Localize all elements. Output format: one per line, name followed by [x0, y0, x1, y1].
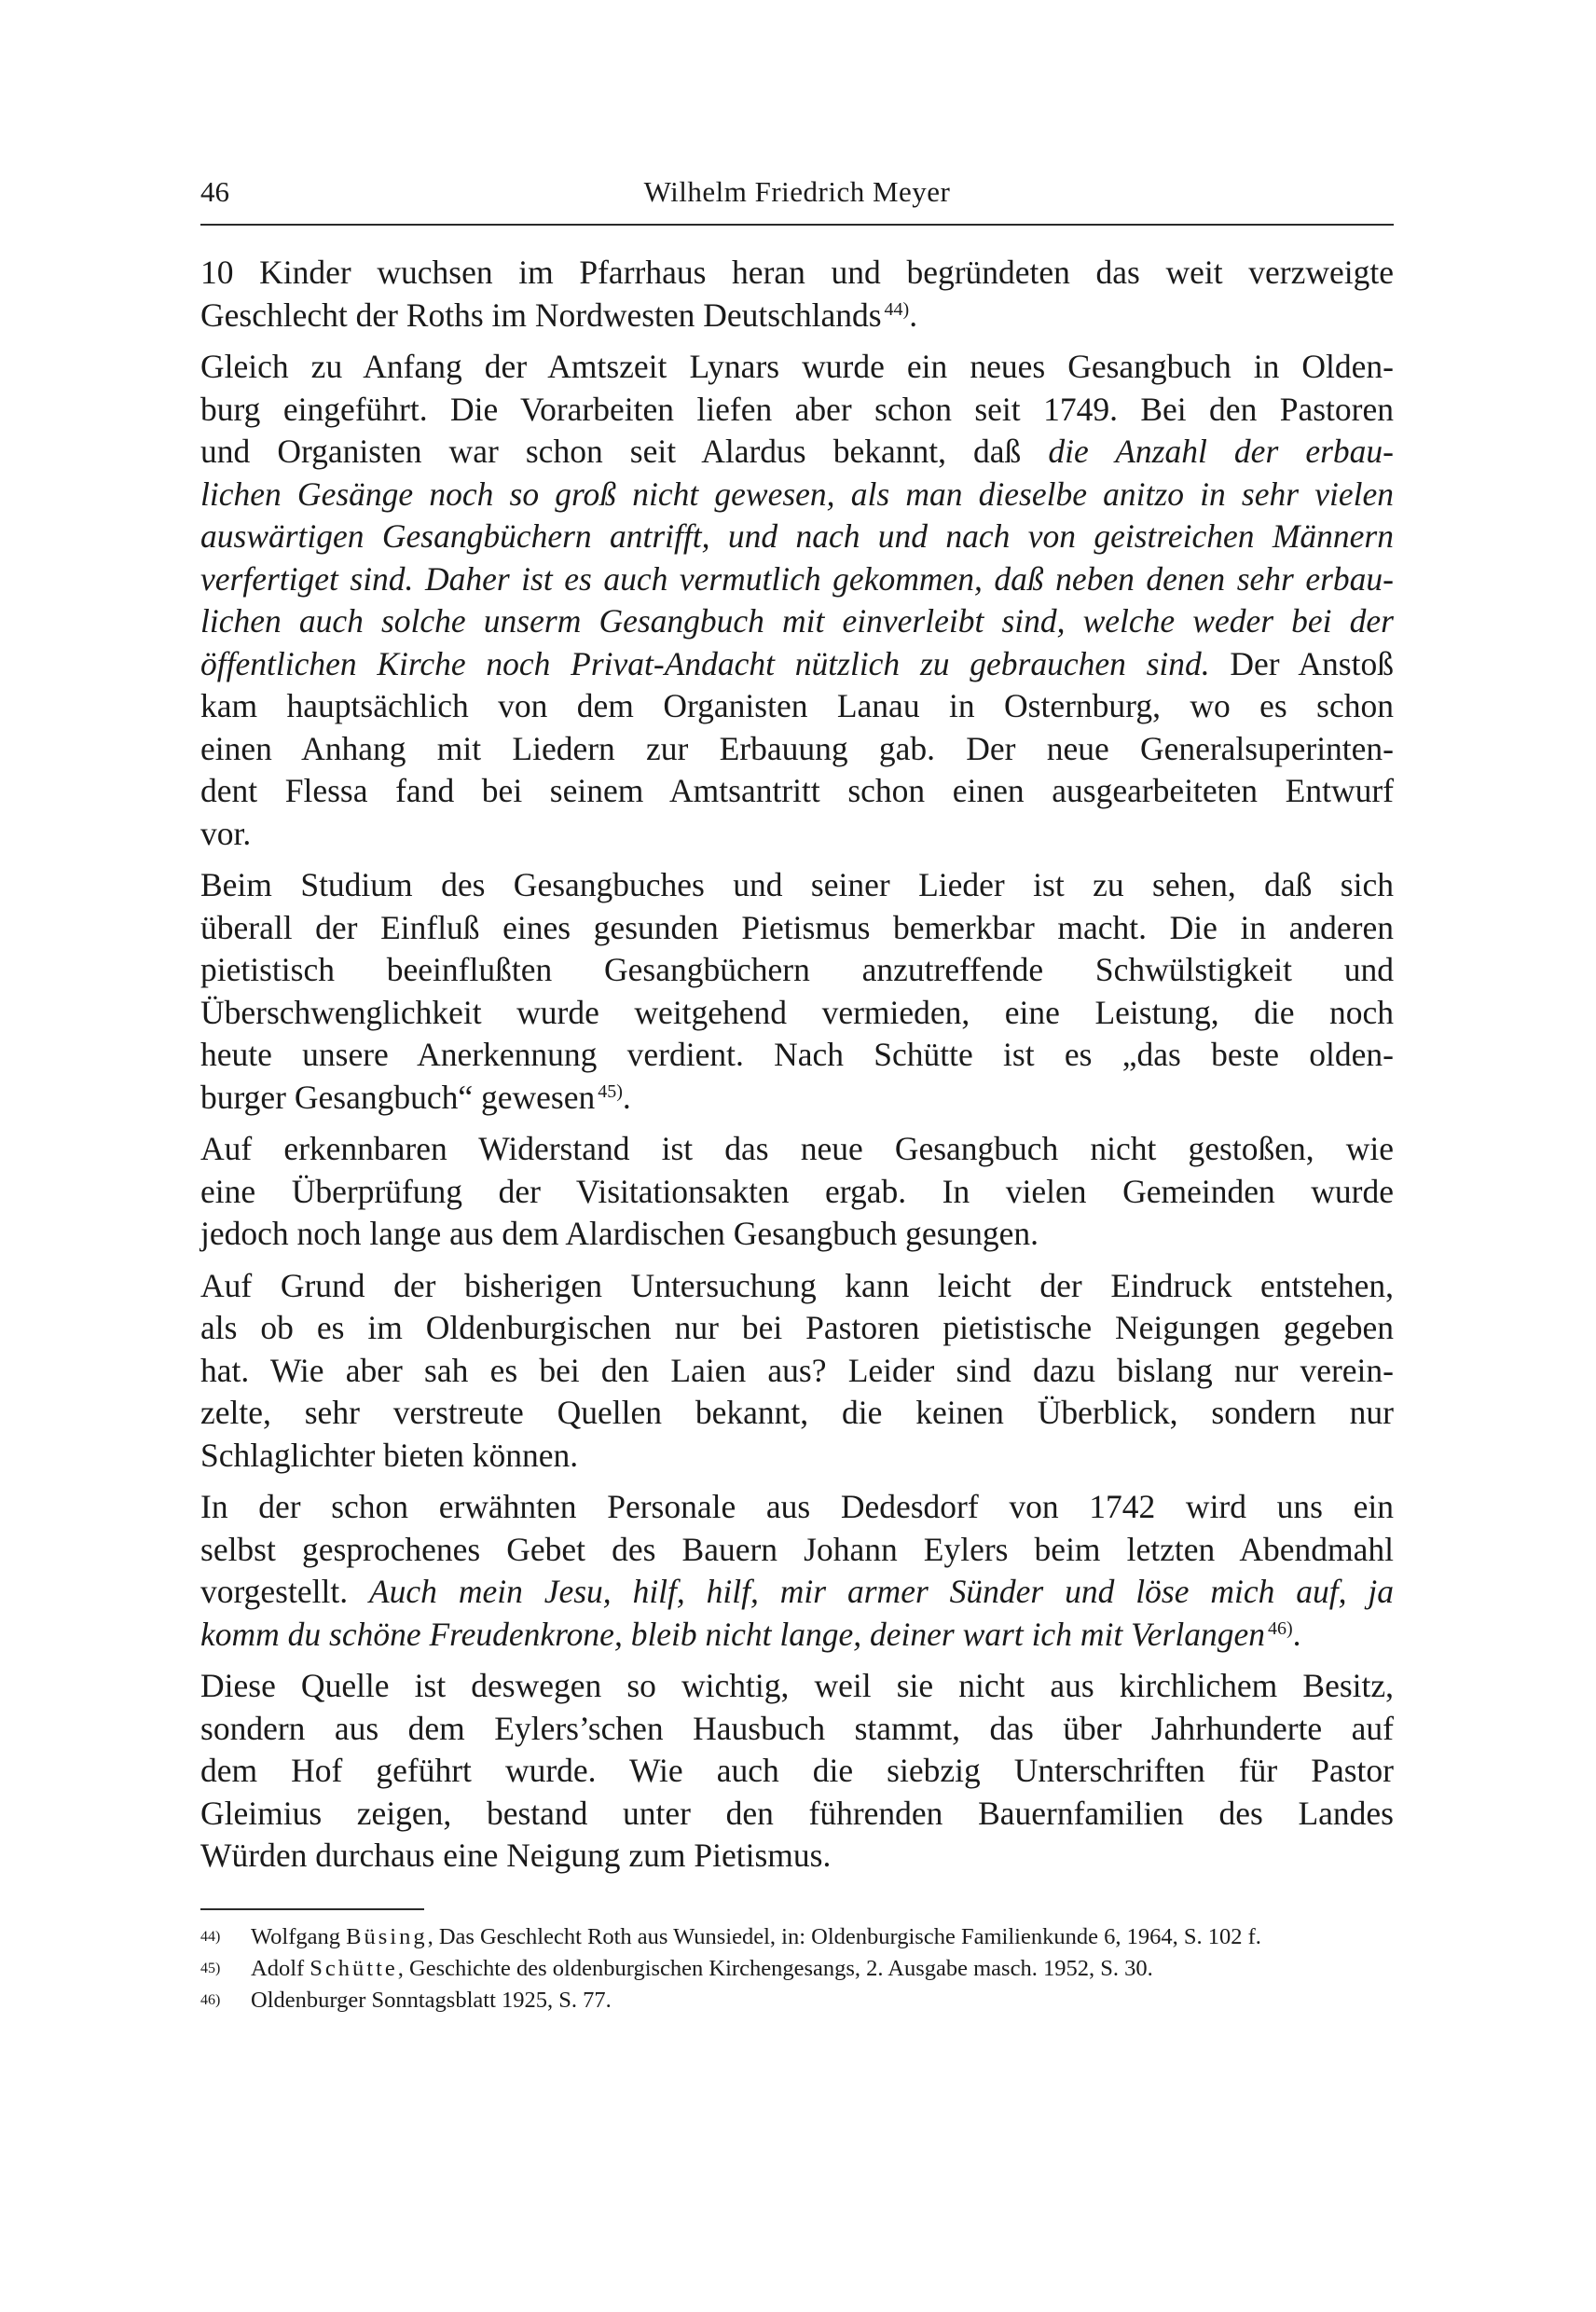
- paragraph: [200, 864, 1394, 1119]
- text-segment: Überschwenglichkeit wurde weitgehend vermieden, eine Leistung, die noch: [200, 993, 1394, 1031]
- text-line: [200, 1708, 1394, 1751]
- footnote: [200, 1956, 1394, 1988]
- text-segment: .: [1292, 1615, 1301, 1653]
- text-line: [200, 1614, 1394, 1657]
- paragraph: [200, 1665, 1394, 1878]
- italic-quote: verfertiget sind. Daher ist es auch vermutlich gekommen, daß neben denen sehr erbau-: [200, 559, 1394, 598]
- text-segment: pietistisch beeinflußten Gesangbüchern anzutreffende Schwülstigkeit und: [200, 951, 1394, 988]
- text-line: [200, 1213, 1394, 1256]
- text-segment: Auf Grund der bisherigen Untersuchung kann leicht der Eindruck entstehen,: [200, 1266, 1394, 1304]
- page-number: 46: [200, 175, 229, 208]
- text-line: [200, 1392, 1394, 1435]
- text-line: [200, 907, 1394, 950]
- text-segment: Auf erkennbaren Widerstand ist das neue Gesangbuch nicht gestoßen, wie: [200, 1130, 1394, 1167]
- footnote-reference: 46): [1268, 1617, 1293, 1639]
- text-line: [200, 1307, 1394, 1350]
- text-line: [200, 1265, 1394, 1308]
- text-segment: Diese Quelle ist deswegen so wichtig, weil sie nicht aus kirchlichem Besitz,: [200, 1667, 1394, 1704]
- text-line: [200, 1350, 1394, 1393]
- footnote: [200, 1924, 1394, 1956]
- text-segment: dem Hof geführt wurde. Wie auch die siebzig Unterschriften für Pastor: [200, 1752, 1394, 1789]
- italic-quote: lichen Gesänge noch so groß nicht gewesen, als man dieselbe anitzo in sehr vielen: [200, 475, 1394, 513]
- text-segment: Schlaglichter bieten können.: [200, 1436, 579, 1474]
- paragraph: [200, 1128, 1394, 1256]
- footnote-marker: 45): [200, 1961, 221, 1976]
- text-segment: Der Anstoß: [1209, 644, 1394, 682]
- text-segment: zelte, sehr verstreute Quellen bekannt, die keinen Überblick, sondern nur: [200, 1394, 1394, 1431]
- italic-quote: die Anzahl der erbau-: [1048, 433, 1394, 470]
- text-line: [200, 1529, 1394, 1572]
- text-segment: jedoch noch lange aus dem Alardischen Gesangbuch gesungen.: [200, 1215, 1039, 1252]
- paragraph: [200, 1265, 1394, 1478]
- text-segment: einen Anhang mit Liedern zur Erbauung gab. Der neue Generalsuperinten-: [200, 729, 1394, 767]
- text-line: [200, 1486, 1394, 1529]
- text-line: [200, 346, 1394, 389]
- footnote-text: [251, 1956, 1394, 1988]
- text-segment: kam hauptsächlich von dem Organisten Lanau in Osternburg, wo es schon: [200, 687, 1394, 724]
- text-line: [200, 474, 1394, 516]
- text-line: [200, 949, 1394, 992]
- text-line: [200, 728, 1394, 771]
- text-line: [200, 252, 1394, 295]
- text-line: [200, 643, 1394, 686]
- footnote-text: [251, 1988, 1394, 2019]
- text-line: [200, 516, 1394, 558]
- text-segment: eine Überprüfung der Visitationsakten ergab. In vielen Gemeinden wurde: [200, 1172, 1394, 1210]
- footnote-author-first: Wolfgang: [251, 1924, 341, 1949]
- text-line: [200, 389, 1394, 432]
- footnote-rule: [200, 1908, 424, 1910]
- text-segment: vor.: [200, 814, 252, 852]
- text-line: [200, 864, 1394, 907]
- text-segment: und Organisten war schon seit Alardus bekannt, daß: [200, 433, 1049, 470]
- footnote-text: [251, 1924, 1394, 1956]
- running-head: Wilhelm Friedrich Meyer: [643, 175, 951, 208]
- italic-quote: auswärtigen Gesangbüchern antrifft, und nach und nach von geistreichen Männern: [200, 517, 1394, 555]
- italic-quote: Auch mein Jesu, hilf, hilf, mir armer Sünder und löse mich auf, ja: [368, 1573, 1394, 1610]
- text-segment: .: [622, 1078, 631, 1116]
- text-line: [200, 1793, 1394, 1836]
- footnote-reference: 44): [884, 298, 910, 320]
- text-line: [200, 558, 1394, 601]
- text-segment: burg eingeführt. Die Vorarbeiten liefen aber schon seit 1749. Bei den Pastoren: [200, 390, 1394, 428]
- text-line: [200, 1835, 1394, 1878]
- italic-quote: öffentlichen Kirche noch Privat-Andacht nützlich zu gebrauchen sind.: [200, 644, 1210, 682]
- text-segment: vorgestellt.: [200, 1573, 369, 1610]
- page-header: [200, 173, 1394, 216]
- text-line: [200, 295, 1394, 337]
- text-line: [200, 992, 1394, 1035]
- text-segment: Würden durchaus eine Neigung zum Pietismus.: [200, 1837, 832, 1874]
- footnote-citation: , Das Geschlecht Roth aus Wunsiedel, in: Oldenburgische Familienkunde 6, 1964, S. 102 f.: [427, 1924, 1261, 1949]
- footnote-author-surname: Schütte: [310, 1956, 398, 1981]
- text-segment: Beim Studium des Gesangbuches und seiner Lieder ist zu sehen, daß sich: [200, 866, 1394, 903]
- footnote-citation: Oldenburger Sonntagsblatt 1925, S. 77.: [251, 1988, 612, 2013]
- text-segment: heute unsere Anerkennung verdient. Nach Schütte ist es „das beste olden-: [200, 1036, 1394, 1073]
- text-line: [200, 1750, 1394, 1793]
- text-line: [200, 770, 1394, 813]
- text-line: [200, 1171, 1394, 1214]
- footnote-author-surname: Büsing: [346, 1924, 428, 1949]
- header-rule: [200, 224, 1394, 226]
- text-segment: .: [909, 296, 918, 334]
- text-line: [200, 1034, 1394, 1077]
- paragraph: [200, 252, 1394, 337]
- text-line: [200, 1435, 1394, 1478]
- footnote-reference: 45): [598, 1080, 623, 1102]
- text-line: [200, 813, 1394, 856]
- text-segment: Gleimius zeigen, bestand unter den führenden Bauernfamilien des Landes: [200, 1794, 1394, 1832]
- text-segment: sondern aus dem Eylers’schen Hausbuch stammt, das über Jahrhunderte auf: [200, 1709, 1394, 1747]
- text-segment: Geschlecht der Roths im Nordwesten Deutschlands: [200, 296, 882, 334]
- text-line: [200, 685, 1394, 728]
- text-segment: überall der Einfluß eines gesunden Pietismus bemerkbar macht. Die in anderen: [200, 908, 1394, 946]
- footnote: [200, 1988, 1394, 2019]
- footnote-citation: , Geschichte des oldenburgischen Kirchengesangs, 2. Ausgabe masch. 1952, S. 30.: [397, 1956, 1153, 1981]
- text-line: [200, 600, 1394, 643]
- text-segment: In der schon erwähnten Personale aus Dedesdorf von 1742 wird uns ein: [200, 1488, 1394, 1525]
- text-segment: Gleich zu Anfang der Amtszeit Lynars wurde ein neues Gesangbuch in Olden-: [200, 348, 1394, 385]
- italic-quote: lichen auch solche unserm Gesangbuch mit einverleibt sind, welche weder bei der: [200, 602, 1394, 640]
- text-segment: burger Gesangbuch“ gewesen: [200, 1078, 596, 1116]
- text-line: [200, 1077, 1394, 1120]
- body-text: [200, 252, 1394, 1887]
- text-line: [200, 1571, 1394, 1614]
- italic-quote: komm du schöne Freudenkrone, bleib nicht lange, deiner wart ich mit Verlangen: [200, 1615, 1265, 1653]
- text-line: [200, 431, 1394, 474]
- paragraph: [200, 1486, 1394, 1656]
- text-line: [200, 1665, 1394, 1708]
- footnotes: [200, 1924, 1394, 2019]
- text-segment: selbst gesprochenes Gebet des Bauern Johann Eylers beim letzten Abendmahl: [200, 1530, 1394, 1568]
- footnote-author-first: Adolf: [251, 1956, 305, 1981]
- text-segment: hat. Wie aber sah es bei den Laien aus? Leider sind dazu bislang nur verein-: [200, 1351, 1394, 1389]
- text-segment: 10 Kinder wuchsen im Pfarrhaus heran und begründeten das weit verzweigte: [200, 254, 1394, 291]
- text-line: [200, 1128, 1394, 1171]
- text-segment: als ob es im Oldenburgischen nur bei Pastoren pietistische Neigungen gegeben: [200, 1309, 1394, 1346]
- footnote-marker: 46): [200, 1992, 221, 2008]
- footnote-marker: 44): [200, 1929, 221, 1945]
- paragraph: [200, 346, 1394, 855]
- text-segment: dent Flessa fand bei seinem Amtsantritt schon einen ausgearbeiteten Entwurf: [200, 772, 1394, 809]
